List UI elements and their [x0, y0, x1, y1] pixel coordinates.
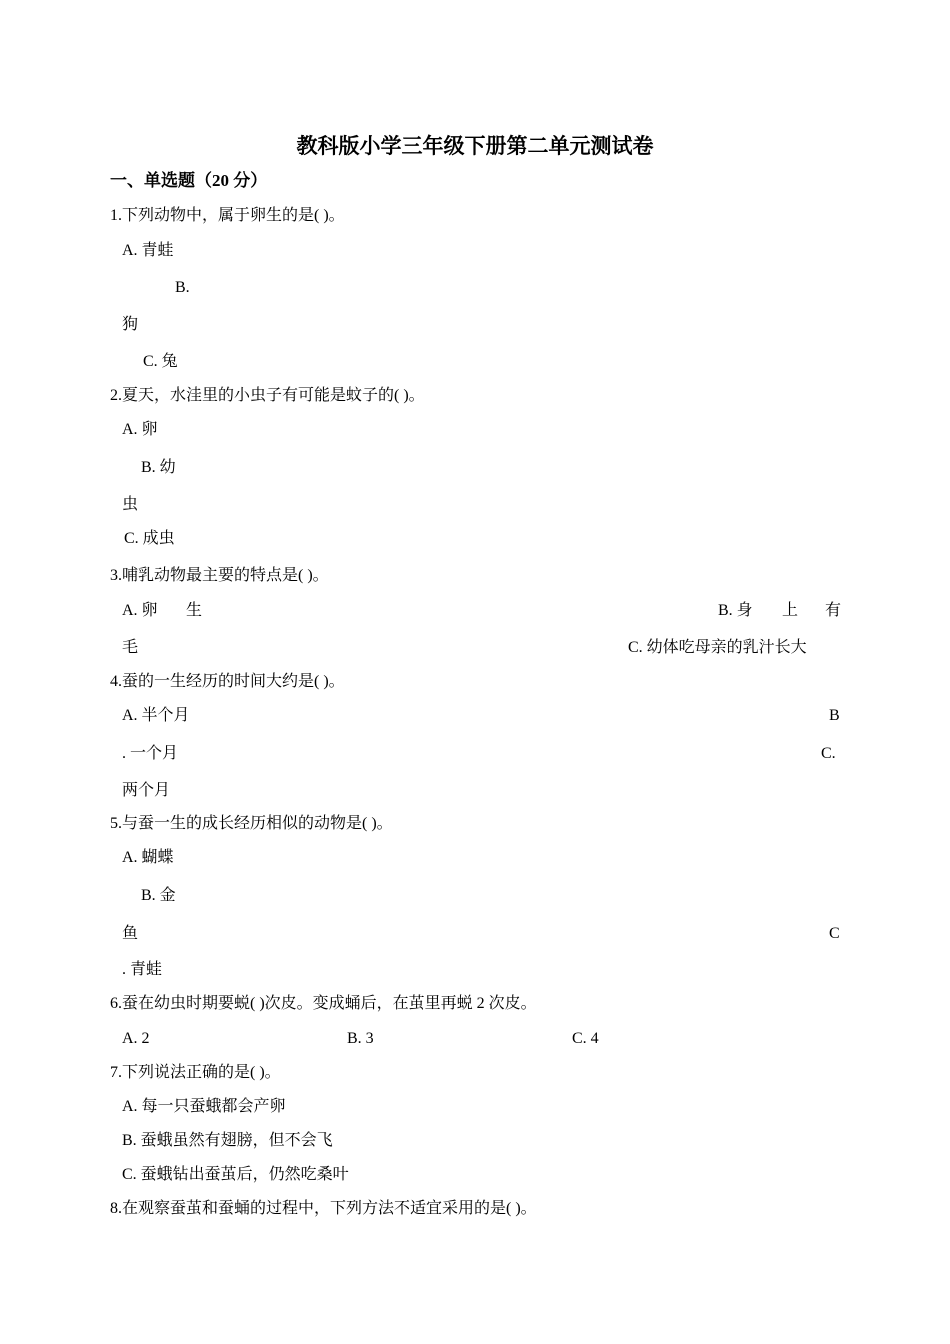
- question-4-stem: 4.蚕的一生经历的时间大约是( )。: [110, 673, 345, 690]
- question-4-option-b: B: [829, 707, 840, 724]
- question-7-stem: 7.下列说法正确的是( )。: [110, 1064, 281, 1081]
- question-5-option-b: B. 金: [141, 887, 176, 904]
- question-6-option-b: B. 3: [347, 1030, 374, 1047]
- question-1-option-c: C. 兔: [143, 353, 178, 370]
- question-5-option-c-continued: . 青蛙: [122, 961, 163, 978]
- question-1-option-b-continued: 狗: [122, 316, 139, 333]
- question-8-stem: 8.在观察蚕茧和蚕蛹的过程中，下列方法不适宜采用的是( )。: [110, 1200, 537, 1217]
- question-3-option-a: A. 卵: [122, 602, 158, 619]
- question-3-option-a-continued: 生: [186, 602, 203, 619]
- question-7-option-b: B. 蚕蛾虽然有翅膀，但不会飞: [122, 1132, 333, 1149]
- question-5-stem: 5.与蚕一生的成长经历相似的动物是( )。: [110, 815, 393, 832]
- question-3-option-b-continued: 毛: [122, 639, 139, 656]
- question-1-option-b: B.: [175, 279, 190, 296]
- question-3-option-b-part-3: 有: [825, 602, 842, 619]
- question-4-option-b-continued: . 一个月: [122, 745, 179, 762]
- question-2-stem: 2.夏天，水洼里的小虫子有可能是蚊子的( )。: [110, 387, 425, 404]
- question-6-stem: 6.蚕在幼虫时期要蜕( )次皮。变成蛹后，在茧里再蜕 2 次皮。: [110, 995, 537, 1012]
- question-3-option-c: C. 幼体吃母亲的乳汁长大: [628, 639, 807, 656]
- page-title: 教科版小学三年级下册第二单元测试卷: [296, 134, 654, 158]
- question-1-option-a: A. 青蛙: [122, 242, 174, 259]
- question-4-option-c-continued: 两个月: [122, 782, 171, 799]
- question-5-option-a: A. 蝴蝶: [122, 849, 174, 866]
- question-3-stem: 3.哺乳动物最主要的特点是( )。: [110, 567, 329, 584]
- question-7-option-c: C. 蚕蛾钻出蚕茧后，仍然吃桑叶: [122, 1166, 349, 1183]
- question-1-stem: 1.下列动物中，属于卵生的是( )。: [110, 207, 345, 224]
- question-7-option-a: A. 每一只蚕蛾都会产卵: [122, 1098, 286, 1115]
- question-2-option-a: A. 卵: [122, 421, 158, 438]
- question-3-option-b-part-2: 上: [782, 602, 799, 619]
- question-2-option-c: C. 成虫: [124, 530, 175, 547]
- question-6-option-a: A. 2: [122, 1030, 150, 1047]
- question-5-option-b-continued: 鱼: [122, 925, 139, 942]
- question-5-option-c: C: [829, 925, 840, 942]
- section-heading: 一、单选题（20 分）: [110, 171, 268, 190]
- question-2-option-b: B. 幼: [141, 459, 176, 476]
- question-4-option-c: C.: [821, 745, 836, 762]
- question-3-option-b: B. 身: [718, 602, 753, 619]
- question-4-option-a: A. 半个月: [122, 707, 190, 724]
- question-2-option-b-continued: 虫: [122, 496, 139, 513]
- question-6-option-c: C. 4: [572, 1030, 599, 1047]
